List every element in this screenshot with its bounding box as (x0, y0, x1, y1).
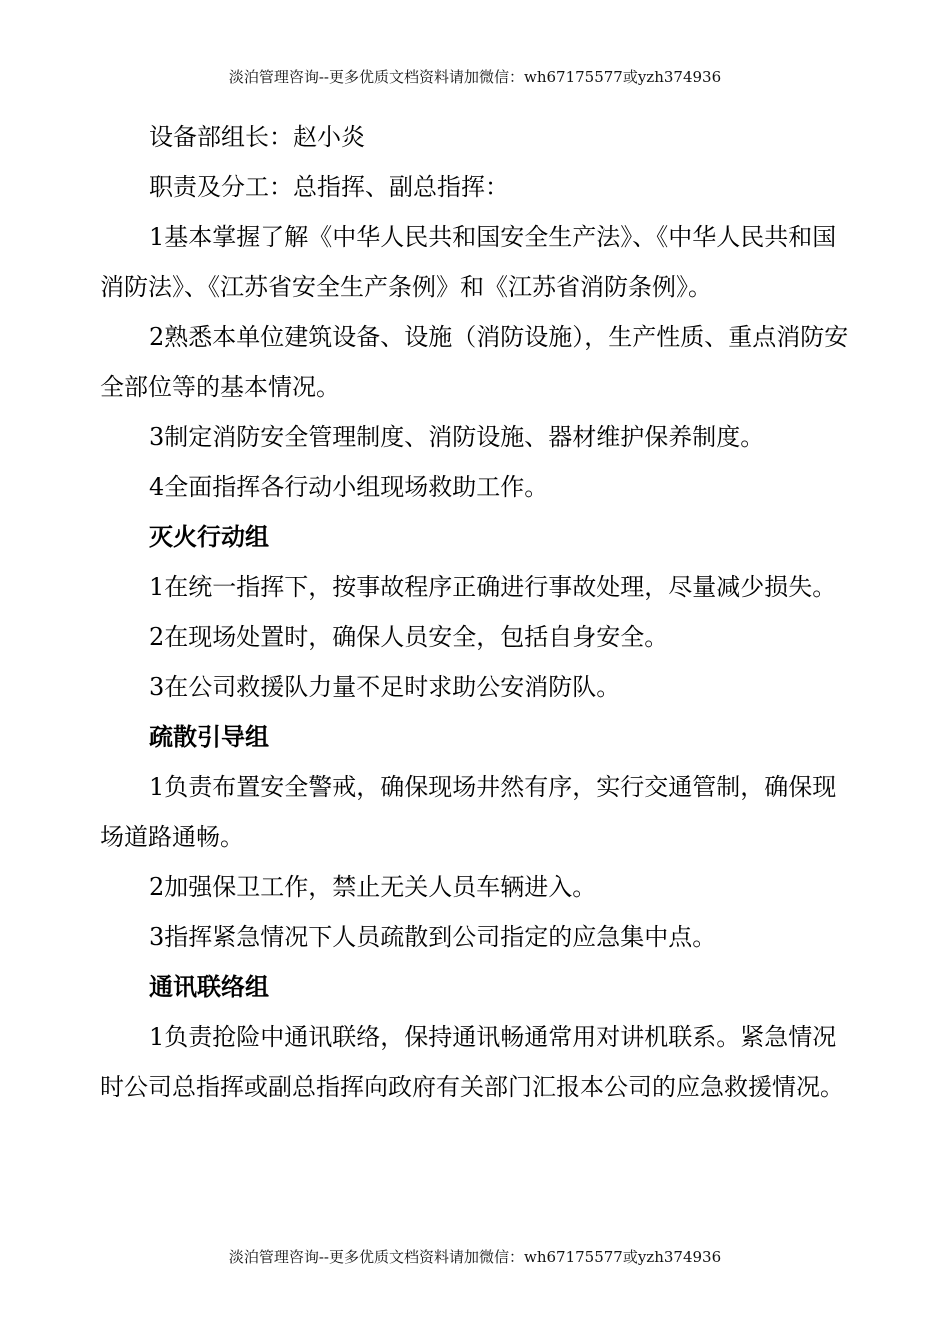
page-footer: 淡泊管理咨询--更多优质文档资料请加微信：wh67175577或yzh374936 (228, 1248, 722, 1266)
evacuation-item: 2加强保卫工作，禁止无关人员车辆进入。 (149, 873, 597, 901)
firefighting-item: 3在公司救援队力量不足时求助公安消防队。 (149, 673, 621, 701)
document-body (100, 112, 850, 1112)
firefighting-item: 1在统一指挥下，按事故程序正确进行事故处理，尽量减少损失。 (149, 573, 837, 601)
leader-line: 设备部组长：赵小炎 (149, 123, 365, 151)
duty-line: 职责及分工：总指挥、副总指挥： (149, 173, 509, 201)
section-heading-firefighting: 灭火行动组 (149, 523, 269, 551)
section-heading-communication: 通讯联络组 (149, 973, 269, 1001)
evacuation-item: 3指挥紧急情况下人员疏散到公司指定的应急集中点。 (149, 923, 717, 951)
command-item: 4全面指挥各行动小组现场救助工作。 (149, 473, 549, 501)
command-item: 1基本掌握了解《中华人民共和国安全生产法》、《中华人民共和国消防法》、《江苏省安全生产条例》和《江苏省消防条例》。 (100, 223, 837, 301)
section-heading-evacuation: 疏散引导组 (149, 723, 269, 751)
command-item: 3制定消防安全管理制度、消防设施、器材维护保养制度。 (149, 423, 765, 451)
page-header: 淡泊管理咨询--更多优质文档资料请加微信：wh67175577或yzh374936 (228, 68, 722, 86)
command-item: 2熟悉本单位建筑设备、设施（消防设施），生产性质、重点消防安全部位等的基本情况。 (100, 323, 849, 401)
firefighting-item: 2在现场处置时，确保人员安全，包括自身安全。 (149, 623, 669, 651)
evacuation-item: 1负责布置安全警戒，确保现场井然有序，实行交通管制，确保现场道路通畅。 (100, 773, 837, 851)
communication-item: 1负责抢险中通讯联络，保持通讯畅通常用对讲机联系。紧急情况时公司总指挥或副总指挥向政府有关部门汇报本公司的应急救援情况。 (100, 1023, 844, 1101)
